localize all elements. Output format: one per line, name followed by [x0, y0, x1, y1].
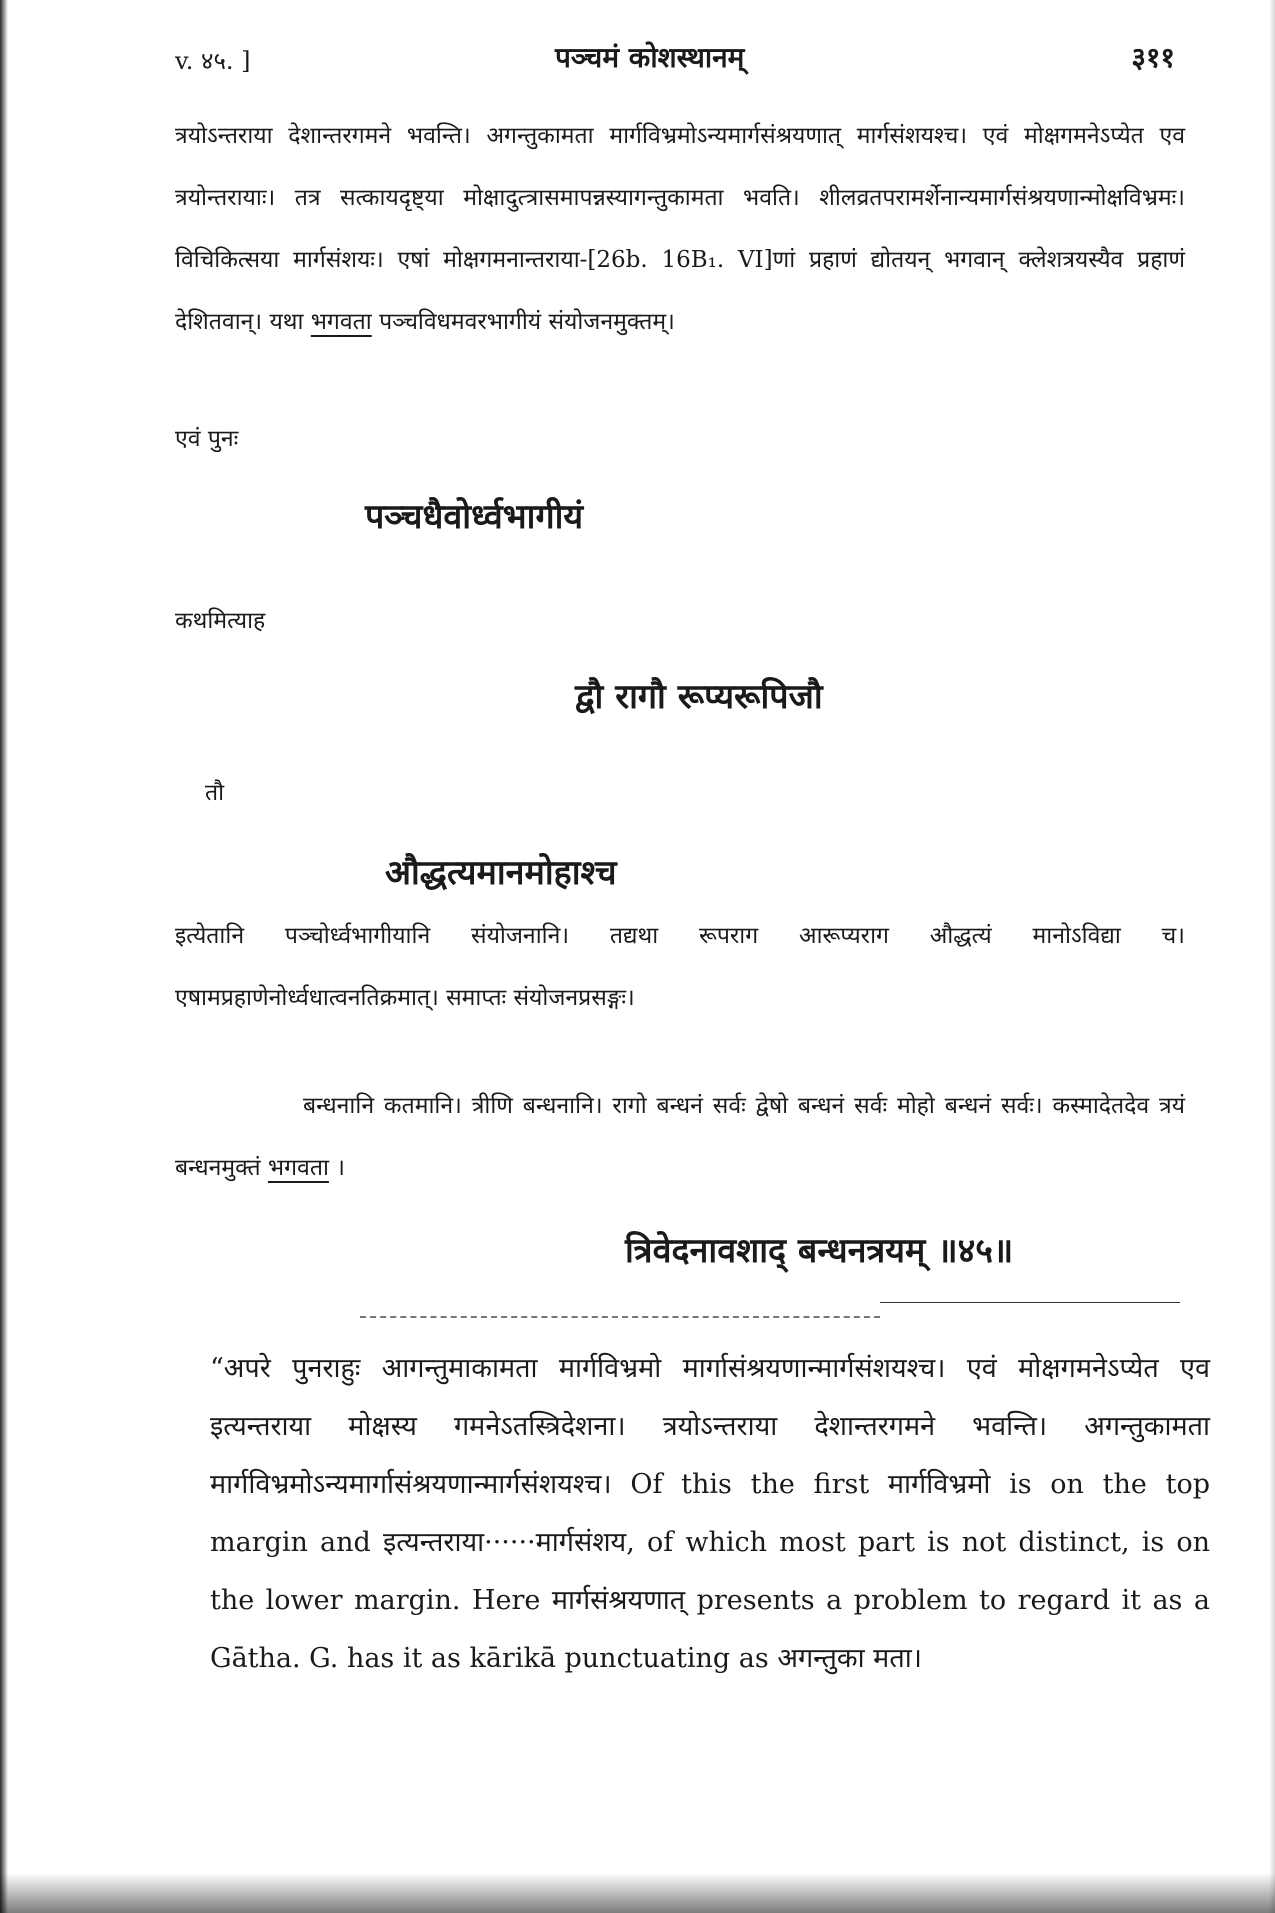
commentary-paragraph-3 — [175, 1075, 1185, 1199]
footnote-text: अगन्तुका मता। — [777, 1643, 922, 1674]
karika-verse-3: औद्धत्यमानमोहाश्च — [385, 853, 617, 893]
page-number: ३११ — [1131, 41, 1175, 74]
footnote-text: इत्यन्तराया······मार्गसंशय, — [382, 1527, 635, 1558]
footnote — [210, 1340, 1210, 1688]
commentary-paragraph-2: इत्येतानि पञ्चोर्ध्वभागीयानि संयोजनानि। तद्यथा रूपराग आरूप्यराग औद्धत्यं मानोऽविद्या च। एषामप्रहाणेनोर्ध्वधात्वनतिक्रमात्। समाप्तः संयोजनप्रसङ्गः। — [175, 923, 1185, 1011]
chapter-title: पञ्चमं कोशस्थानम् — [555, 41, 745, 74]
scan-left-edge — [0, 0, 8, 1913]
intro-line: कथमित्याह — [175, 608, 266, 634]
commentary-paragraph-1 — [175, 105, 1185, 353]
footnote-text: of which most part is not distinct, is on the lower margin. Here — [210, 1527, 1210, 1616]
scan-right-edge — [1269, 0, 1275, 1913]
underlined-word: भगवता — [267, 1155, 329, 1181]
footnote-text: “अपरे पुनराहुः आगन्तुमाकामता मार्गविभ्रमो मार्गासंश्रयणान्मार्गसंशयश्च। एवं मोक्षगमनेऽप्येत एव इत्यन्तराया मोक्षस्य गमनेऽतस्त्रिदेशना। त्रयोऽन्तराया देशान्तरगमने भवन्ति। अगन्तुकामता मार्गविभ्रमोऽन्यमार्गासंश्रयणान्मार्गसंशयश्च। Of this the first — [210, 1353, 1210, 1500]
intro-line: एवं पुनः — [175, 426, 239, 452]
karika-verse-4: त्रिवेदनावशाद् बन्धनत्रयम् ॥४५॥ — [625, 1231, 1014, 1271]
footnote-rule — [880, 1302, 1180, 1303]
commentary-text: बन्धनानि कतमानि। त्रीणि बन्धनानि। रागो बन्धनं सर्वः द्वेषो बन्धनं सर्वः मोहो बन्धनं सर्वः। कस्मादेतदेव त्रयं बन्धनमुक्तं — [175, 1093, 1185, 1181]
commentary-text: त्रयोऽन्तराया देशान्तरगमने भवन्ति। अगन्तुकामता मार्गविभ्रमोऽन्यमार्गसंश्रयणात् मार्गसंशयश्च। एवं मोक्षगमनेऽप्येत एव त्रयोन्तरायाः। तत्र सत्कायदृष्ट्या मोक्षादुत्त्रासमापन्नस्यागन्तुकामता भवति। शीलव्रतपरामर्शेनान्यमार्गसंश्रयणान्मोक्षविभ्रमः। विचिकित्सया मार्गसंशयः। एषां मोक्षगमनान्तराया-[26b. 16B₁. VI]णां प्रहाणं द्योतयन् भगवान् क्लेशत्रयस्यैव प्रहाणं देशितवान्। यथा — [175, 123, 1185, 335]
karika-verse-2: द्वौ रागौ रूप्यरूपिजौ — [575, 677, 823, 717]
footnote-text: presents a problem to regard it as a Gātha. G. has it as kārikā punctuating as — [210, 1585, 1210, 1674]
karika-verse-1: पञ्चधैवोर्ध्वभागीयं — [365, 497, 584, 537]
page-header — [175, 38, 1175, 78]
commentary-text: । — [336, 1155, 345, 1181]
footnote-text: मार्गविभ्रमो — [887, 1469, 991, 1500]
scan-bottom-shadow — [0, 1873, 1275, 1913]
underlined-word: भगवता — [310, 309, 372, 335]
commentary-text: पञ्चविधमवरभागीयं संयोजनमुक्तम्। — [379, 309, 675, 335]
footnote-text: is on the top margin and — [210, 1469, 1210, 1558]
verse-reference: v. ४५. ] — [175, 47, 251, 75]
footnote-text: मार्गसंश्रयणात् — [551, 1585, 686, 1616]
intro-line: तौ — [205, 780, 225, 806]
footnote-rule-dashed — [360, 1316, 880, 1318]
